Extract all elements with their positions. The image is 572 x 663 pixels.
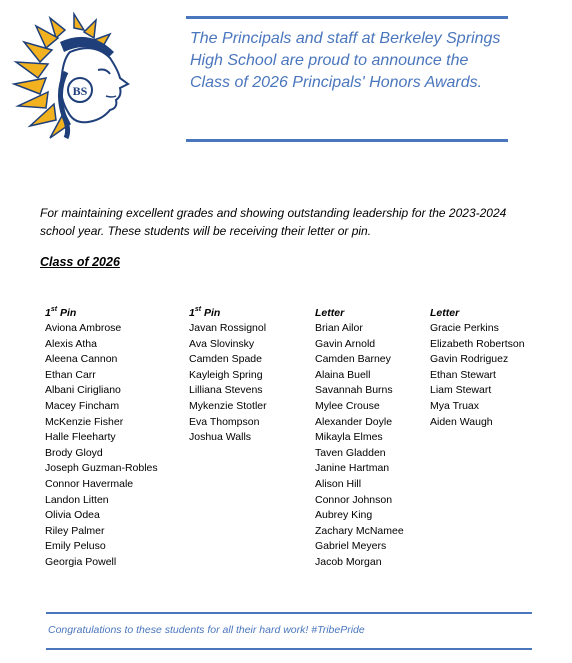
student-name: Connor Johnson: [315, 493, 393, 506]
honors-column-2: [189, 306, 267, 446]
column-heading: 1st Pin: [189, 306, 221, 319]
student-name: Alexis Atha: [45, 337, 97, 350]
class-title: Class of 2026: [40, 255, 120, 269]
student-name: Brian Ailor: [315, 322, 363, 334]
student-name: Albani Cirigliano: [45, 384, 121, 397]
logo-monogram: BS: [72, 84, 88, 98]
footer: [46, 612, 532, 650]
announcement-text: The Principals and staff at Berkeley Springs High School are proud to announce the Class of 2026 Principals' Honors Awards.: [190, 30, 501, 91]
student-name: Gabriel Meyers: [315, 540, 387, 553]
student-name: Gracie Perkins: [430, 322, 499, 334]
column-heading: Letter: [430, 307, 460, 319]
student-name: Aubrey King: [315, 509, 373, 522]
student-name: Janine Hartman: [315, 462, 390, 475]
student-name: Eva Thompson: [189, 415, 260, 428]
honors-column-4: [430, 306, 525, 430]
footer-bottom-rule: [46, 648, 532, 650]
student-name: Taven Gladden: [315, 446, 386, 459]
student-name: Mya Truax: [430, 399, 480, 412]
student-name: Mylee Crouse: [315, 399, 380, 412]
student-name: Gavin Arnold: [315, 337, 376, 350]
name-list: [315, 321, 404, 571]
student-name: Ethan Stewart: [430, 368, 496, 381]
student-name: Javan Rossignol: [189, 322, 267, 334]
student-name: Connor Havermale: [45, 477, 134, 490]
student-name: Lilliana Stevens: [189, 384, 263, 397]
student-name: Camden Spade: [189, 353, 262, 366]
student-name: Ethan Carr: [45, 368, 96, 381]
student-name: Halle Fleeharty: [45, 431, 116, 444]
student-name: Mikayla Elmes: [315, 431, 383, 444]
column-heading: Letter: [315, 307, 345, 319]
student-name: Alexander Doyle: [315, 415, 393, 428]
student-name: Aviona Ambrose: [45, 322, 122, 334]
student-name: Macey Fincham: [45, 399, 120, 412]
student-name: Gavin Rodriguez: [430, 353, 509, 366]
student-name: Jacob Morgan: [315, 555, 382, 568]
top-rule: [186, 16, 508, 19]
student-name: Alison Hill: [315, 477, 362, 490]
name-list: [189, 321, 267, 446]
student-name: Riley Palmer: [45, 524, 105, 537]
intro-paragraph: For maintaining excellent grades and showing outstanding leadership for the 2023-2024 school year. These students will be receiving their letter or pin.: [40, 206, 507, 238]
student-name: Alaina Buell: [315, 368, 371, 381]
student-name: Joshua Walls: [189, 431, 252, 444]
student-name: Emily Peluso: [45, 540, 106, 553]
student-name: Elizabeth Robertson: [430, 337, 525, 350]
honors-column-3: [315, 306, 404, 571]
student-name: Georgia Powell: [45, 555, 117, 568]
column-heading: 1st Pin: [45, 306, 77, 319]
student-name: Joseph Guzman-Robles: [45, 462, 158, 475]
announcement-box: [186, 16, 508, 142]
student-name: Brody Gloyd: [45, 446, 103, 459]
student-name: Landon Litten: [45, 493, 109, 506]
student-name: Liam Stewart: [430, 384, 492, 397]
student-name: Camden Barney: [315, 353, 391, 366]
honors-column-1: [45, 306, 158, 571]
student-name: Olivia Odea: [45, 509, 100, 522]
footer-message: Congratulations to these students for all their hard work! #TribePride: [48, 624, 365, 636]
student-name: Kayleigh Spring: [189, 368, 263, 381]
school-logo: [10, 12, 140, 142]
name-list: [45, 321, 158, 571]
student-name: Zachary McNamee: [315, 524, 404, 537]
student-name: Ava Slovinsky: [189, 337, 255, 350]
student-name: Mykenzie Stotler: [189, 399, 267, 412]
student-name: Aiden Waugh: [430, 415, 493, 428]
student-name: Savannah Burns: [315, 384, 393, 397]
footer-top-rule: [46, 612, 532, 614]
name-list: [430, 321, 525, 430]
student-name: Aleena Cannon: [45, 353, 118, 366]
student-name: McKenzie Fisher: [45, 415, 124, 428]
bottom-rule: [186, 139, 508, 142]
